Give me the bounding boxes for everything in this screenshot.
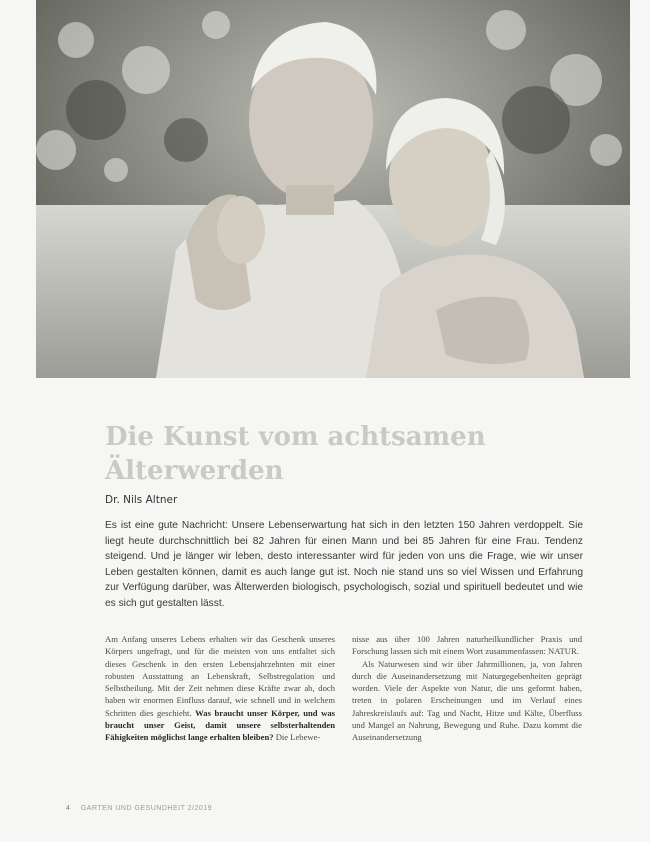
article-title: Die Kunst vom achtsamen Älterwerden <box>105 422 486 486</box>
page-footer <box>66 805 212 812</box>
body-text-tail: Die Lebewe- <box>275 732 321 743</box>
author-byline: Dr. Nils Altner <box>105 494 178 506</box>
body-paragraph <box>105 633 335 744</box>
couple-photo <box>36 0 630 378</box>
body-column-left <box>105 633 335 744</box>
body-paragraph: Als Naturwesen sind wir über Jahrmillionen, ja, von Jahren durch die Auseinandersetzung mit Naturgegebenheiten geprägt worden. Viele der Aspekte von Natur, die uns geformt haben, treten in polaren Erscheinungen und im Verlauf eines Jahreskreislaufs auf: Tag und Nacht, Hitze und Kälte, Überfluss und Mangel an Nahrung, Bewegung und Ruhe. Dazu kommt die Auseinandersetzung <box>352 658 582 743</box>
body-column-right <box>352 633 582 744</box>
body-text: Am Anfang unseres Lebens erhalten wir das Geschenk unseres Körpers ungefragt, und für die meisten von uns entfaltet sich dieses Geschenk in den ersten Lebensjahrzehnten mit einer robusten Ausstattung an Lebenskraft, Selbstregulation und Selbstheilung. Mit der Zeit nehmen diese Kräfte zwar ab, doch haben wir enormen Einfluss darauf, wie schnell und in welchem Schritten dies geschieht. <box>105 634 335 718</box>
intro-paragraph: Es ist eine gute Nachricht: Unsere Lebenserwartung hat sich in den letzten 150 Jahren verdoppelt. Sie liegt heute durchschnittlich bei 82 Jahren für einen Mann und bei 85 Jahren für eine Frau. Tendenz steigend. Und je länger wir leben, desto interessanter wird für jeden von uns die Frage, wie wir unser Leben gestalten können, damit es auch lange gut ist. Noch nie stand uns so viel Wissen und Erfahrung zur Verfügung darüber, was Älterwerden biologisch, psychologisch, sozial und spirituell bedeutet und wie es sich gut gestalten lässt. <box>105 520 583 609</box>
body-paragraph: nisse aus über 100 Jahren naturheilkundlicher Praxis und Forschung lassen sich mit einem Wort zusammenfassen: NATUR. <box>352 634 582 657</box>
highlighted-question: Was braucht unser Körper, und was braucht unser Geist, damit unsere selbsterhaltenden Fähigkeiten möglichst lange erhalten bleiben? <box>105 707 335 743</box>
page-number: 4 <box>66 805 71 812</box>
publication-name: GARTEN UND GESUNDHEIT 2/2019 <box>80 805 213 812</box>
